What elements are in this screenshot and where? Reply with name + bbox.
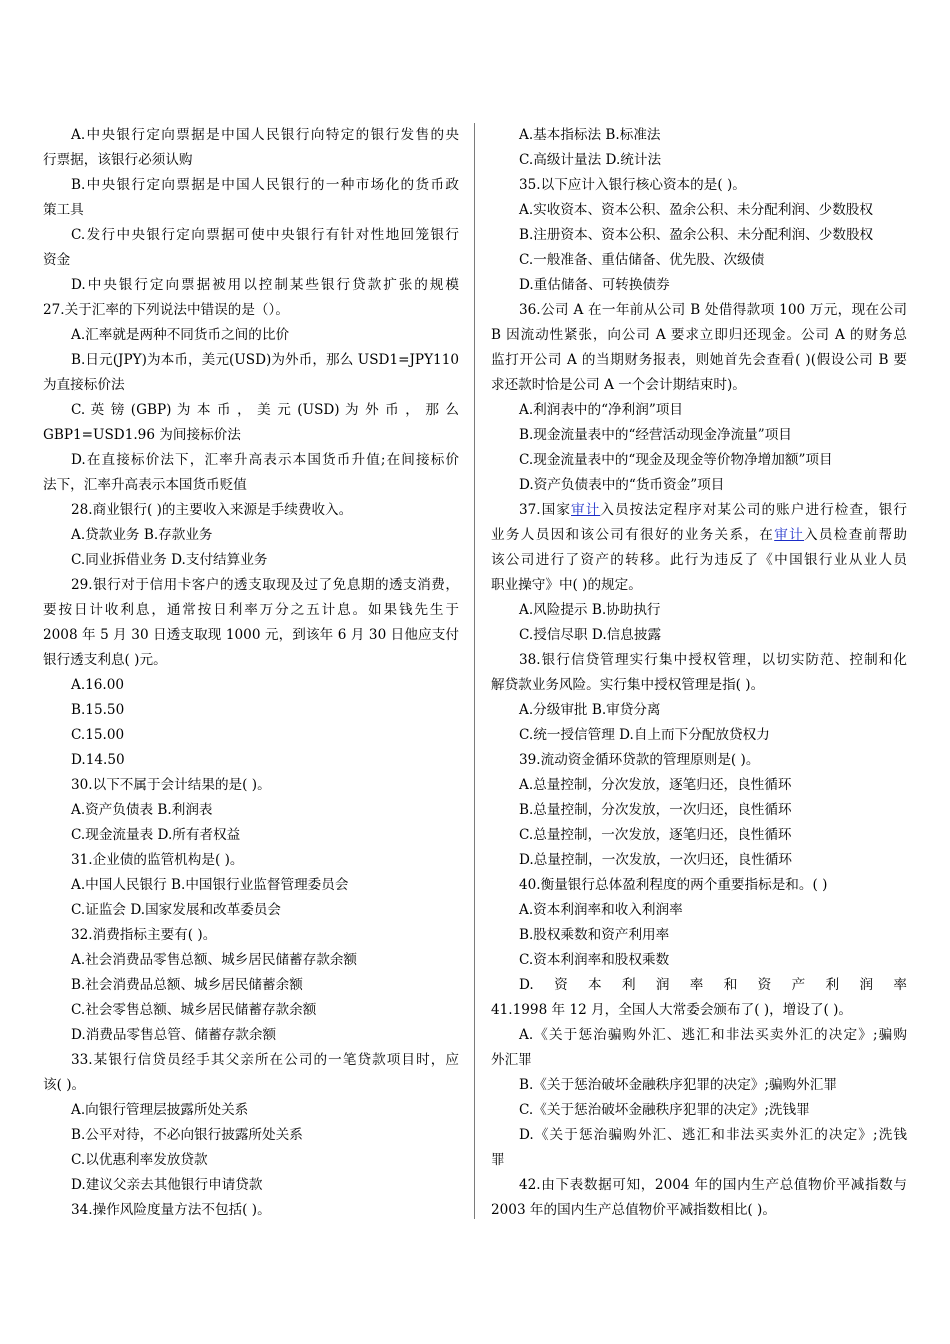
text-line: 42.由下表数据可知，2004 年的国内生产总值物价平减指数与 [519,1177,907,1193]
text-line: B.现金流量表中的“经营活动现金净流量”项目 [519,427,792,443]
text-line: B.日元(JPY)为本币，美元(USD)为外币，那么 USD1=JPY110 [71,352,459,368]
text-line: A.中国人民银行 B.中国银行业监督管理委员会 [71,877,349,893]
text-line: C.15.00 [71,727,125,743]
text-segment: 37.国家 [519,502,571,518]
text-line: 34.操作风险度量方法不包括( )。 [71,1202,271,1218]
text-line: 36.公司 A 在一年前从公司 B 处借得款项 100 万元，现在公司 [519,302,907,318]
text-line: C.《关于惩治破坏金融秩序犯罪的决定》;洗钱罪 [519,1102,810,1118]
text-line: A.资本利润率和收入利润率 [519,902,683,918]
text-line: 40.衡量银行总体盈利程度的两个重要指标是和。( ) [519,877,828,893]
text-line: D.建议父亲去其他银行申请贷款 [71,1177,263,1193]
text-line [491,498,907,523]
text-line: C.同业拆借业务 D.支付结算业务 [71,552,268,568]
text-line: 求还款时恰是公司 A 一个会计期结束时)。 [491,377,746,393]
text-line: A.资产负债表 B.利润表 [71,802,213,818]
text-line: C.现金流量表中的“现金及现金等价物净增加额”项目 [519,452,833,468]
text-line: C.统一授信管理 D.自上而下分配放贷权力 [519,727,770,743]
text-line: 35.以下应计入银行核心资本的是( )。 [519,177,746,193]
text-line: C.发行中央银行定向票据可使中央银行有针对性地回笼银行 [71,227,459,243]
text-line: 外汇罪 [491,1052,532,1068]
text-line: A.向银行管理层披露所处关系 [71,1102,249,1118]
text-line: 27.关于汇率的下列说法中错误的是（）。 [43,302,289,318]
text-line: 2008 年 5 月 30 日透支取现 1000 元，到该年 6 月 30 日他应支付 [43,627,459,643]
text-line: 31.企业债的监管机构是( )。 [71,852,244,868]
text-line: 38.银行信贷管理实行集中授权管理，以切实防范、控制和化 [519,652,907,668]
text-line: 罪 [491,1152,505,1168]
text-line: A.风险提示 B.协助执行 [519,602,661,618]
text-line: C.现金流量表 D.所有者权益 [71,827,241,843]
text-line: B.15.50 [71,702,125,718]
text-line: C.高级计量法 D.统计法 [519,152,662,168]
text-line: D.资本利润率和资产利润率 [519,977,907,993]
text-line: 策工具 [43,202,84,218]
text-line: C.以优惠利率发放贷款 [71,1152,208,1168]
text-line: D.资产负债表中的“货币资金”项目 [519,477,725,493]
text-line: 30.以下不属于会计结果的是( )。 [71,777,271,793]
text-line: B.中央银行定向票据是中国人民银行的一种市场化的货币政 [71,177,459,193]
text-line: C. 英 镑 (GBP) 为 本 币 ， 美 元 (USD) 为 外 币 ， 那 么 [71,402,459,418]
text-line: A.16.00 [71,677,125,693]
text-line: C.社会零售总额、城乡居民储蓄存款余额 [71,1002,317,1018]
audit-link[interactable]: 审计 [571,502,601,518]
text-line: A.基本指标法 B.标准法 [519,127,661,143]
text-line: 32.消费指标主要有( )。 [71,927,217,943]
text-line: 解贷款业务风险。实行集中授权管理是指( )。 [491,677,765,693]
text-line: GBP1=USD1.96 为间接标价法 [43,427,241,443]
text-line: D.消费品零售总管、储蓄存款余额 [71,1027,277,1043]
text-line: D.《关于惩治骗购外汇、逃汇和非法买卖外汇的决定》;洗钱 [519,1127,907,1143]
text-line: A.利润表中的“净利润”项目 [519,402,683,418]
text-line: A.分级审批 B.审贷分离 [519,702,661,718]
text-segment: 入员检查前帮助 [804,527,907,543]
text-line: C.授信尽职 D.信息披露 [519,627,662,643]
text-line: A.汇率就是两种不同货币之间的比价 [71,327,290,343]
text-line: C.一般准备、重估储备、优先股、次级债 [519,252,765,268]
text-line: A.中央银行定向票据是中国人民银行向特定的银行发售的央 [71,127,459,143]
text-line: A.总量控制，分次发放，逐笔归还，良性循环 [519,777,792,793]
text-line: 该( )。 [43,1077,86,1093]
text-line: D.总量控制，一次发放，一次归还，良性循环 [519,852,793,868]
text-line: 银行透支利息( )元。 [43,652,167,668]
text-line: 2003 年的国内生产总值物价平减指数相比( )。 [491,1202,776,1218]
text-line: B 因流动性紧张，向公司 A 要求立即归还现金。公司 A 的财务总 [491,327,907,343]
text-line: A.社会消费品零售总额、城乡居民储蓄存款余额 [71,952,358,968]
text-line: D.重估储备、可转换债券 [519,277,670,293]
text-line: B.总量控制，分次发放，一次归还，良性循环 [519,802,792,818]
text-line: B.《关于惩治破坏金融秩序犯罪的决定》;骗购外汇罪 [519,1077,837,1093]
text-line: A.《关于惩治骗购外汇、逃汇和非法买卖外汇的决定》;骗购 [519,1027,907,1043]
text-line: B.公平对待，不必向银行披露所处关系 [71,1127,303,1143]
text-line: A.实收资本、资本公积、盈余公积、未分配利润、少数股权 [519,202,873,218]
text-line: B.股权乘数和资产利用率 [519,927,670,943]
text-line: 资金 [43,252,71,268]
text-line: 为直接标价法 [43,377,125,393]
text-line [491,523,907,548]
text-line: 29.银行对于信用卡客户的透支取现及过了免息期的透支消费， [71,577,459,593]
audit-link[interactable]: 审计 [774,527,804,543]
left-column [43,123,459,1223]
text-line: D.在直接标价法下，汇率升高表示本国货币升值;在间接标价 [71,452,459,468]
text-line: 33.某银行信贷员经手其父亲所在公司的一笔贷款项目时，应 [71,1052,459,1068]
text-line: C.证监会 D.国家发展和改革委员会 [71,902,282,918]
text-line: A.贷款业务 B.存款业务 [71,527,213,543]
text-line: 职业操守》中( )的规定。 [491,577,642,593]
text-segment: 入员按法定程序对某公司的账户进行检查，银行 [600,502,907,518]
text-line: 法下，汇率升高表示本国货币贬值 [43,477,247,493]
text-line: C.资本利润率和股权乘数 [519,952,670,968]
text-line: 监打开公司 A 的当期财务报表，则她首先会查看( )(假设公司 B 要 [491,352,907,368]
text-line: 行票据，该银行必须认购 [43,152,193,168]
text-line: 28.商业银行( )的主要收入来源是手续费收入。 [71,502,353,518]
text-line: B.社会消费品总额、城乡居民储蓄余额 [71,977,303,993]
text-line: D.14.50 [71,752,125,768]
text-line: D.中央银行定向票据被用以控制某些银行贷款扩张的规模 [71,277,459,293]
text-segment: 业务人员因和该公司有很好的业务关系，在 [491,527,775,543]
text-line: 41.1998 年 12 月，全国人大常委会颁布了( )，增设了( )。 [491,1002,853,1018]
column-divider [474,123,475,1219]
right-column [491,123,907,1223]
text-line: 39.流动资金循环贷款的管理原则是( )。 [519,752,760,768]
text-line: C.总量控制，一次发放，逐笔归还，良性循环 [519,827,792,843]
text-line: 该公司进行了资产的转移。此行为违反了《中国银行业从业人员 [491,552,907,568]
text-line: 要按日计收利息，通常按日利率万分之五计息。如果钱先生于 [43,602,459,618]
text-line: B.注册资本、资本公积、盈余公积、未分配利润、少数股权 [519,227,874,243]
